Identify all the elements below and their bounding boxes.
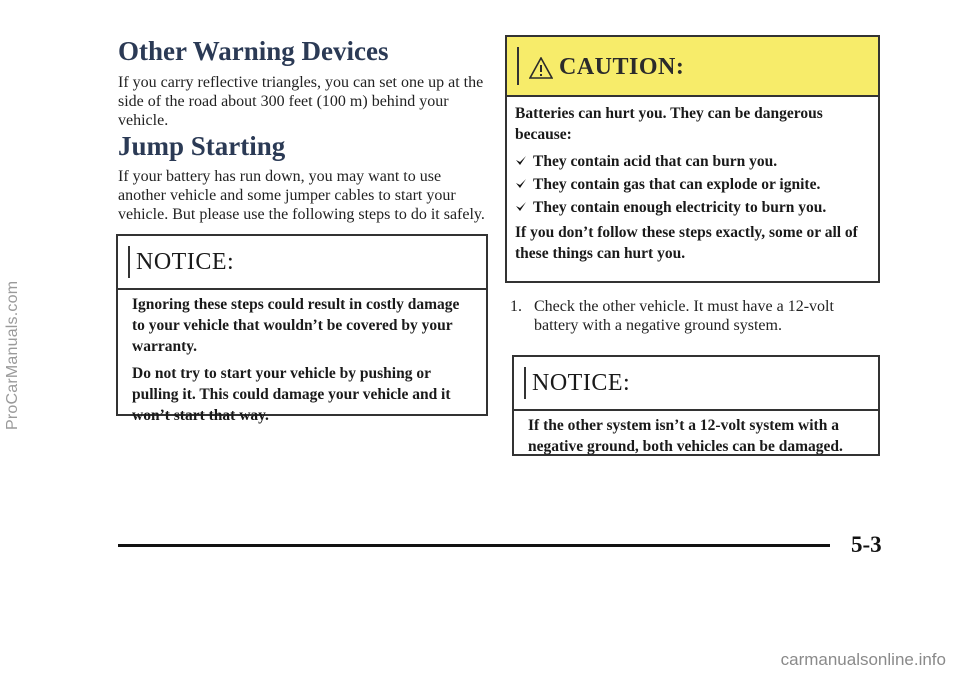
checkmark-bullet-icon bbox=[515, 155, 527, 167]
jump-starting-heading: Jump Starting bbox=[118, 131, 286, 161]
caution-bullet-item bbox=[515, 174, 868, 195]
caution-outro: If you don’t follow these steps exactly, some or all of these things can hurt you. bbox=[515, 224, 858, 262]
step-number: 1. bbox=[510, 298, 522, 315]
other-warning-devices-heading: Other Warning Devices bbox=[118, 36, 389, 66]
caution-title: CAUTION: bbox=[559, 54, 685, 80]
notice-paragraph: If the other system isn’t a 12-volt system with a negative ground, both vehicles can be damaged. bbox=[528, 417, 843, 455]
caution-bullet-item bbox=[515, 197, 868, 218]
caution-bullet-list bbox=[515, 151, 868, 218]
caution-intro: Batteries can hurt you. They can be dangerous because: bbox=[515, 105, 823, 143]
notice-body bbox=[132, 294, 474, 432]
other-warning-devices-text: If you carry reflective triangles, you can set one up at the side of the road about 300 feet (100 m) behind your vehicle. bbox=[118, 74, 484, 129]
checkmark-bullet-icon bbox=[515, 201, 527, 213]
caution-bullet-item bbox=[515, 151, 868, 172]
notice-paragraph: Do not try to start your vehicle by pushing or pulling it. This could damage your vehicle and it won’t start that way. bbox=[132, 365, 451, 424]
notice-title: NOTICE: bbox=[532, 370, 631, 396]
notice-header-tick bbox=[128, 246, 130, 278]
caution-body bbox=[515, 103, 868, 270]
notice-header bbox=[514, 357, 878, 411]
notice-header bbox=[118, 236, 486, 290]
caution-header-tick bbox=[517, 47, 519, 85]
checkmark-bullet-icon bbox=[515, 178, 527, 190]
caution-bullet-text: They contain acid that can burn you. bbox=[533, 153, 778, 170]
notice-box-negative-ground bbox=[512, 355, 880, 456]
notice-header-tick bbox=[524, 367, 526, 399]
step-text: Check the other vehicle. It must have a 12-volt battery with a negative ground system. bbox=[534, 298, 834, 334]
caution-bullet-text: They contain enough electricity to burn you. bbox=[533, 199, 827, 216]
page-number: 5-3 bbox=[851, 532, 882, 557]
caution-box-batteries bbox=[505, 35, 880, 283]
warning-triangle-icon bbox=[529, 57, 553, 79]
notice-body bbox=[528, 415, 866, 463]
caution-bullet-text: They contain gas that can explode or ignite. bbox=[533, 176, 821, 193]
side-watermark: ProCarManuals.com bbox=[4, 280, 21, 430]
footer-watermark: carmanualsonline.info bbox=[780, 650, 946, 669]
notice-title: NOTICE: bbox=[136, 249, 235, 275]
jump-starting-text: If your battery has run down, you may want to use another vehicle and some jumper cables to start your vehicle. But please use the following steps to do it safely. bbox=[118, 168, 485, 223]
caution-header bbox=[507, 37, 878, 97]
notice-box-costly-damage bbox=[116, 234, 488, 424]
notice-paragraph: Ignoring these steps could result in costly damage to your vehicle that wouldn’t be covered by your warranty. bbox=[132, 296, 460, 355]
footer-rule bbox=[118, 544, 830, 547]
